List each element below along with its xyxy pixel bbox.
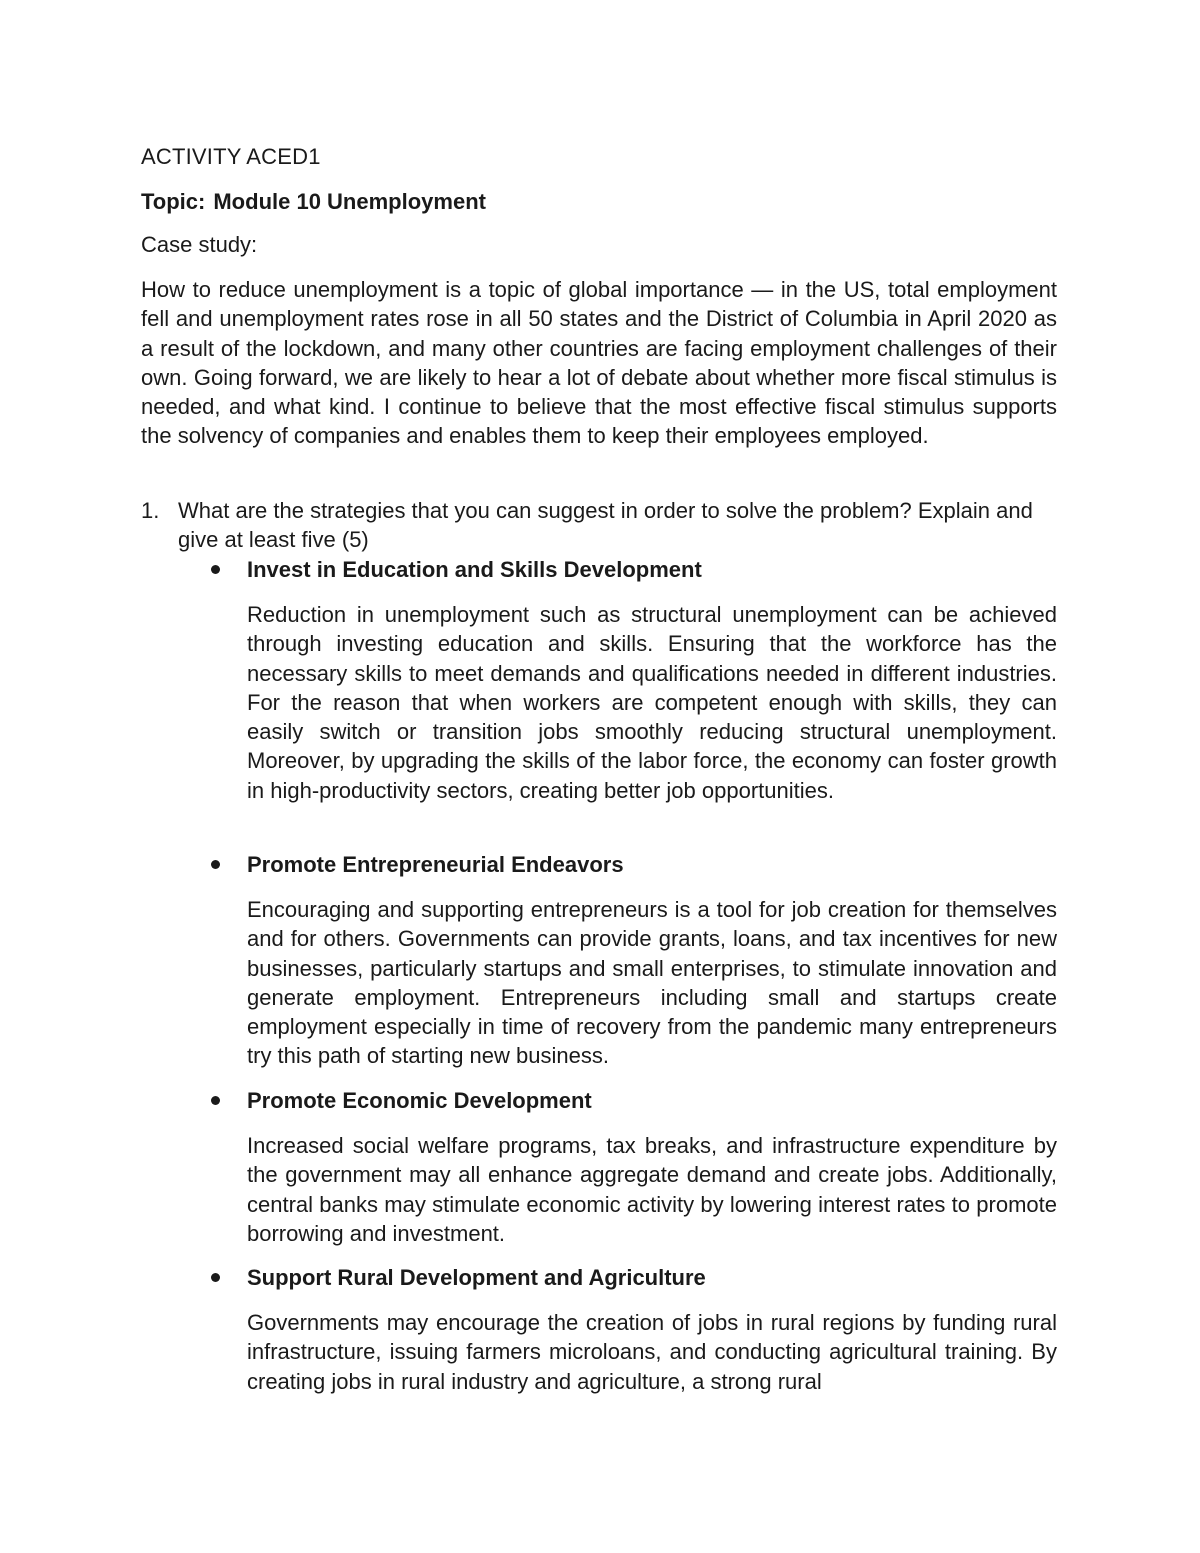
case-study-label: Case study:: [141, 232, 258, 257]
bullet-icon: [211, 1273, 220, 1282]
strategy-heading: Support Rural Development and Agriculture: [247, 1265, 706, 1290]
question-text: What are the strategies that you can suggest in order to solve the problem? Explain and give at least five (5): [178, 498, 1033, 552]
strategy-body: Governments may encourage the creation of jobs in rural regions by funding rural infrastructure, issuing farmers microloans, and conducting agricultural training. By creating jobs in rural industry and agriculture, a strong rural: [247, 1310, 1057, 1394]
question-number: 1.: [141, 498, 160, 523]
topic-label: Topic:: [141, 189, 206, 214]
bullet-icon: [211, 565, 220, 574]
strategy-body: Increased social welfare programs, tax breaks, and infrastructure expenditure by the government may all enhance aggregate demand and create jobs. Additionally, central banks may stimulate economic activity by lowering interest rates to promote borrowing and investment.: [247, 1133, 1057, 1246]
strategy-item: [210, 1086, 1057, 1248]
topic-value: Module 10 Unemployment: [213, 189, 486, 214]
bullet-icon: [211, 860, 220, 869]
strategy-item: [210, 850, 1057, 1071]
case-study-paragraph: How to reduce unemployment is a topic of global importance — in the US, total employment fell and unemployment rates rose in all 50 states and the District of Columbia in April 2020 as a result of the lockdown, and many other countries are facing employment challenges of their own. Going forward, we are likely to hear a lot of debate about whether more fiscal stimulus is needed, and what kind. I continue to believe that the most effective fiscal stimulus supports the solvency of companies and enables them to keep their employees employed.: [141, 277, 1057, 449]
strategy-item: [210, 555, 1057, 805]
strategy-heading: Promote Entrepreneurial Endeavors: [247, 852, 624, 877]
bullet-icon: [211, 1096, 220, 1105]
strategy-body: Encouraging and supporting entrepreneurs is a tool for job creation for themselves and for others. Governments can provide grants, loans, and tax incentives for new businesses, particularly startups and small enterprises, to stimulate innovation and generate employment. Entrepreneurs including small and startups create employment especially in time of recovery from the pandemic many entrepreneurs try this path of starting new business.: [247, 897, 1057, 1069]
strategy-item: [210, 1263, 1057, 1396]
question-1: [141, 496, 1057, 554]
topic-line: [141, 188, 486, 216]
strategy-body: Reduction in unemployment such as structural unemployment can be achieved through investing education and skills. Ensuring that the workforce has the necessary skills to meet demands and qualifications needed in different industries. For the reason that when workers are competent enough with skills, they can easily switch or transition jobs smoothly reducing structural unemployment. Moreover, by upgrading the skills of the labor force, the economy can foster growth in high-productivity sectors, creating better job opportunities.: [247, 602, 1057, 803]
activity-title: ACTIVITY ACED1: [141, 144, 321, 169]
strategy-heading: Invest in Education and Skills Development: [247, 557, 702, 582]
strategy-heading: Promote Economic Development: [247, 1088, 592, 1113]
